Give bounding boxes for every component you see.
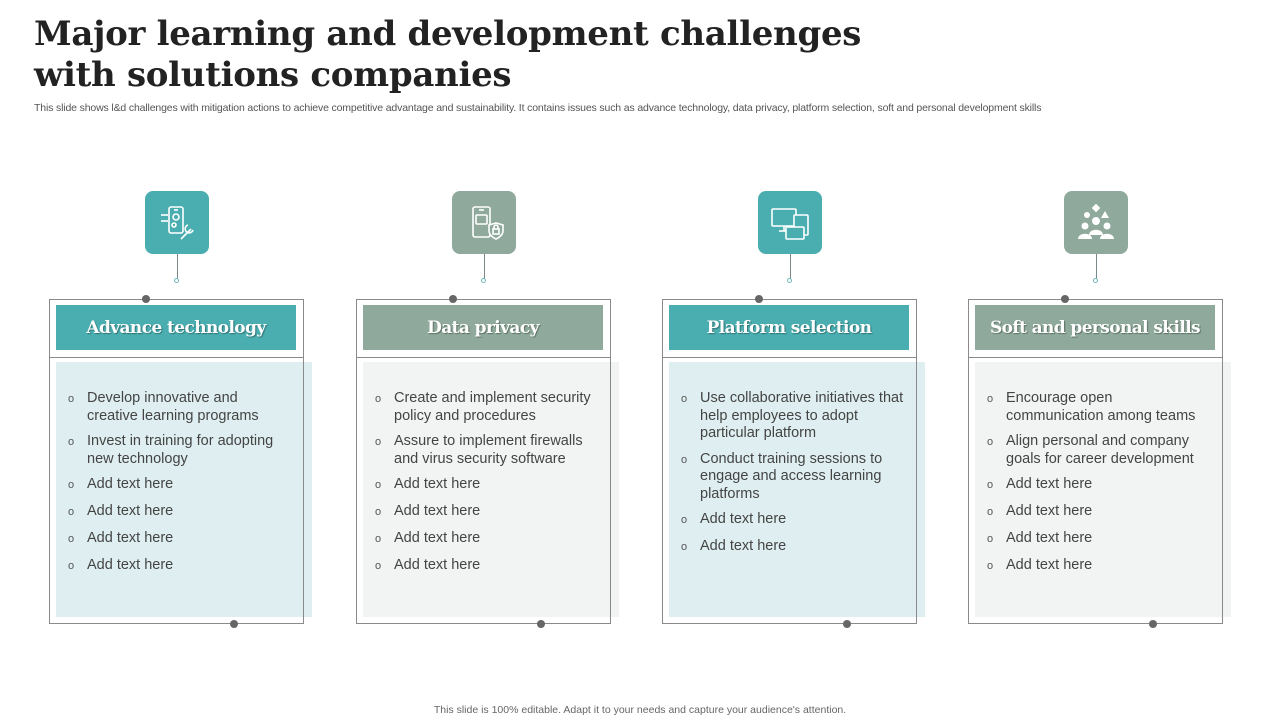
bullet-text: Add text here: [394, 557, 481, 573]
bullet-text: Add text here: [700, 538, 787, 554]
bullet-item: [987, 476, 1211, 495]
bullet-text: Create and implement security policy and procedures: [394, 390, 591, 424]
bullet-mark: o: [987, 479, 994, 491]
card-heading: Advance technology: [56, 305, 296, 350]
bullet-item: [68, 530, 292, 549]
bullet-mark: o: [68, 506, 75, 518]
bullet-mark: o: [68, 560, 75, 572]
bullet-mark: o: [681, 514, 688, 526]
bullet-mark: o: [375, 393, 382, 405]
bullet-mark: o: [375, 436, 382, 448]
bullet-item: [987, 530, 1211, 549]
bullet-item: [375, 557, 599, 576]
card-content-panel: [363, 362, 619, 617]
bullet-mark: o: [68, 393, 75, 405]
bullet-text: Use collaborative initiatives that help employees to adopt particular platform: [700, 390, 904, 441]
connector-stem: [484, 254, 485, 279]
bullet-mark: o: [375, 506, 382, 518]
bullet-mark: o: [987, 436, 994, 448]
bullet-text: Encourage open communication among teams: [1006, 390, 1196, 424]
connector-dot: [1093, 278, 1098, 283]
multiple-devices-icon: [768, 201, 812, 245]
frame-dot-bottom: [537, 620, 545, 628]
card-divider: [968, 357, 1223, 358]
team-people-shapes-icon: [1074, 201, 1118, 245]
slide-title: Major learning and development challenges with solutions companies: [34, 14, 862, 95]
bullet-item: [375, 433, 599, 468]
bullet-text: Add text here: [87, 476, 174, 492]
connector-dot: [481, 278, 486, 283]
bullet-text: Add text here: [1006, 557, 1093, 573]
mobile-lock-shield-icon: [462, 201, 506, 245]
connector-stem: [177, 254, 178, 279]
card-icon-box: [145, 191, 209, 254]
bullet-mark: o: [987, 393, 994, 405]
bullet-text: Invest in training for adopting new technology: [87, 433, 274, 467]
bullet-item: [987, 503, 1211, 522]
card-icon-box: [452, 191, 516, 254]
bullet-mark: o: [987, 533, 994, 545]
card-data-privacy: [356, 190, 626, 635]
bullet-mark: o: [375, 560, 382, 572]
card-divider: [662, 357, 917, 358]
bullet-item: [68, 557, 292, 576]
bullet-text: Align personal and company goals for career development: [1006, 433, 1194, 467]
connector-stem: [1096, 254, 1097, 279]
bullet-text: Add text here: [87, 530, 174, 546]
card-advance-technology: [49, 190, 319, 635]
bullet-text: Assure to implement firewalls and virus security software: [394, 433, 583, 467]
bullet-text: Conduct training sessions to engage and access learning platforms: [700, 450, 883, 502]
bullet-text: Add text here: [87, 503, 174, 519]
bullet-list: [975, 362, 1231, 576]
bullet-text: Add text here: [1006, 530, 1093, 546]
bullet-item: [375, 503, 599, 522]
card-icon-box: [758, 191, 822, 254]
bullet-item: [987, 390, 1211, 425]
frame-dot-bottom: [1149, 620, 1157, 628]
bullet-text: Add text here: [700, 511, 787, 527]
slide-footer: This slide is 100% editable. Adapt it to your needs and capture your audience's attention.: [433, 704, 847, 716]
bullet-item: [681, 451, 905, 504]
bullet-text: Develop innovative and creative learning programs: [87, 390, 259, 424]
bullet-item: [681, 511, 905, 530]
frame-dot-top: [1061, 295, 1069, 303]
card-content-panel: [669, 362, 925, 617]
slide-subtitle: This slide shows l&d challenges with mitigation actions to achieve competitive advantage and sustainability. It contains issues such as advance technology, data privacy, platform selection, soft and personal development skills: [34, 102, 1042, 114]
bullet-item: [375, 476, 599, 495]
connector-stem: [790, 254, 791, 279]
card-soft-personal-skills: [968, 190, 1238, 635]
bullet-text: Add text here: [1006, 476, 1093, 492]
frame-dot-top: [449, 295, 457, 303]
mobile-settings-wrench-icon: [155, 201, 199, 245]
bullet-item: [68, 503, 292, 522]
bullet-mark: o: [681, 393, 688, 405]
bullet-item: [987, 557, 1211, 576]
frame-dot-top: [755, 295, 763, 303]
card-heading: Data privacy: [363, 305, 603, 350]
card-divider: [356, 357, 611, 358]
bullet-item: [68, 476, 292, 495]
bullet-text: Add text here: [87, 557, 174, 573]
card-heading: Platform selection: [669, 305, 909, 350]
card-divider: [49, 357, 304, 358]
bullet-list: [363, 362, 619, 576]
card-platform-selection: [662, 190, 932, 635]
bullet-item: [375, 530, 599, 549]
bullet-text: Add text here: [394, 503, 481, 519]
bullet-text: Add text here: [1006, 503, 1093, 519]
card-icon-box: [1064, 191, 1128, 254]
card-content-panel: [56, 362, 312, 617]
bullet-item: [987, 433, 1211, 468]
bullet-mark: o: [68, 533, 75, 545]
connector-dot: [787, 278, 792, 283]
bullet-mark: o: [681, 541, 688, 553]
bullet-item: [681, 538, 905, 557]
frame-dot-bottom: [230, 620, 238, 628]
bullet-item: [68, 433, 292, 468]
frame-dot-top: [142, 295, 150, 303]
card-content-panel: [975, 362, 1231, 617]
bullet-mark: o: [987, 506, 994, 518]
bullet-item: [681, 390, 905, 443]
bullet-mark: o: [375, 533, 382, 545]
bullet-mark: o: [68, 479, 75, 491]
bullet-item: [375, 390, 599, 425]
frame-dot-bottom: [843, 620, 851, 628]
connector-dot: [174, 278, 179, 283]
bullet-text: Add text here: [394, 476, 481, 492]
bullet-list: [56, 362, 312, 576]
bullet-list: [669, 362, 925, 557]
bullet-mark: o: [987, 560, 994, 572]
bullet-item: [68, 390, 292, 425]
bullet-mark: o: [375, 479, 382, 491]
card-heading: Soft and personal skills: [975, 305, 1215, 350]
bullet-mark: o: [681, 453, 688, 466]
bullet-text: Add text here: [394, 530, 481, 546]
bullet-mark: o: [68, 436, 75, 448]
